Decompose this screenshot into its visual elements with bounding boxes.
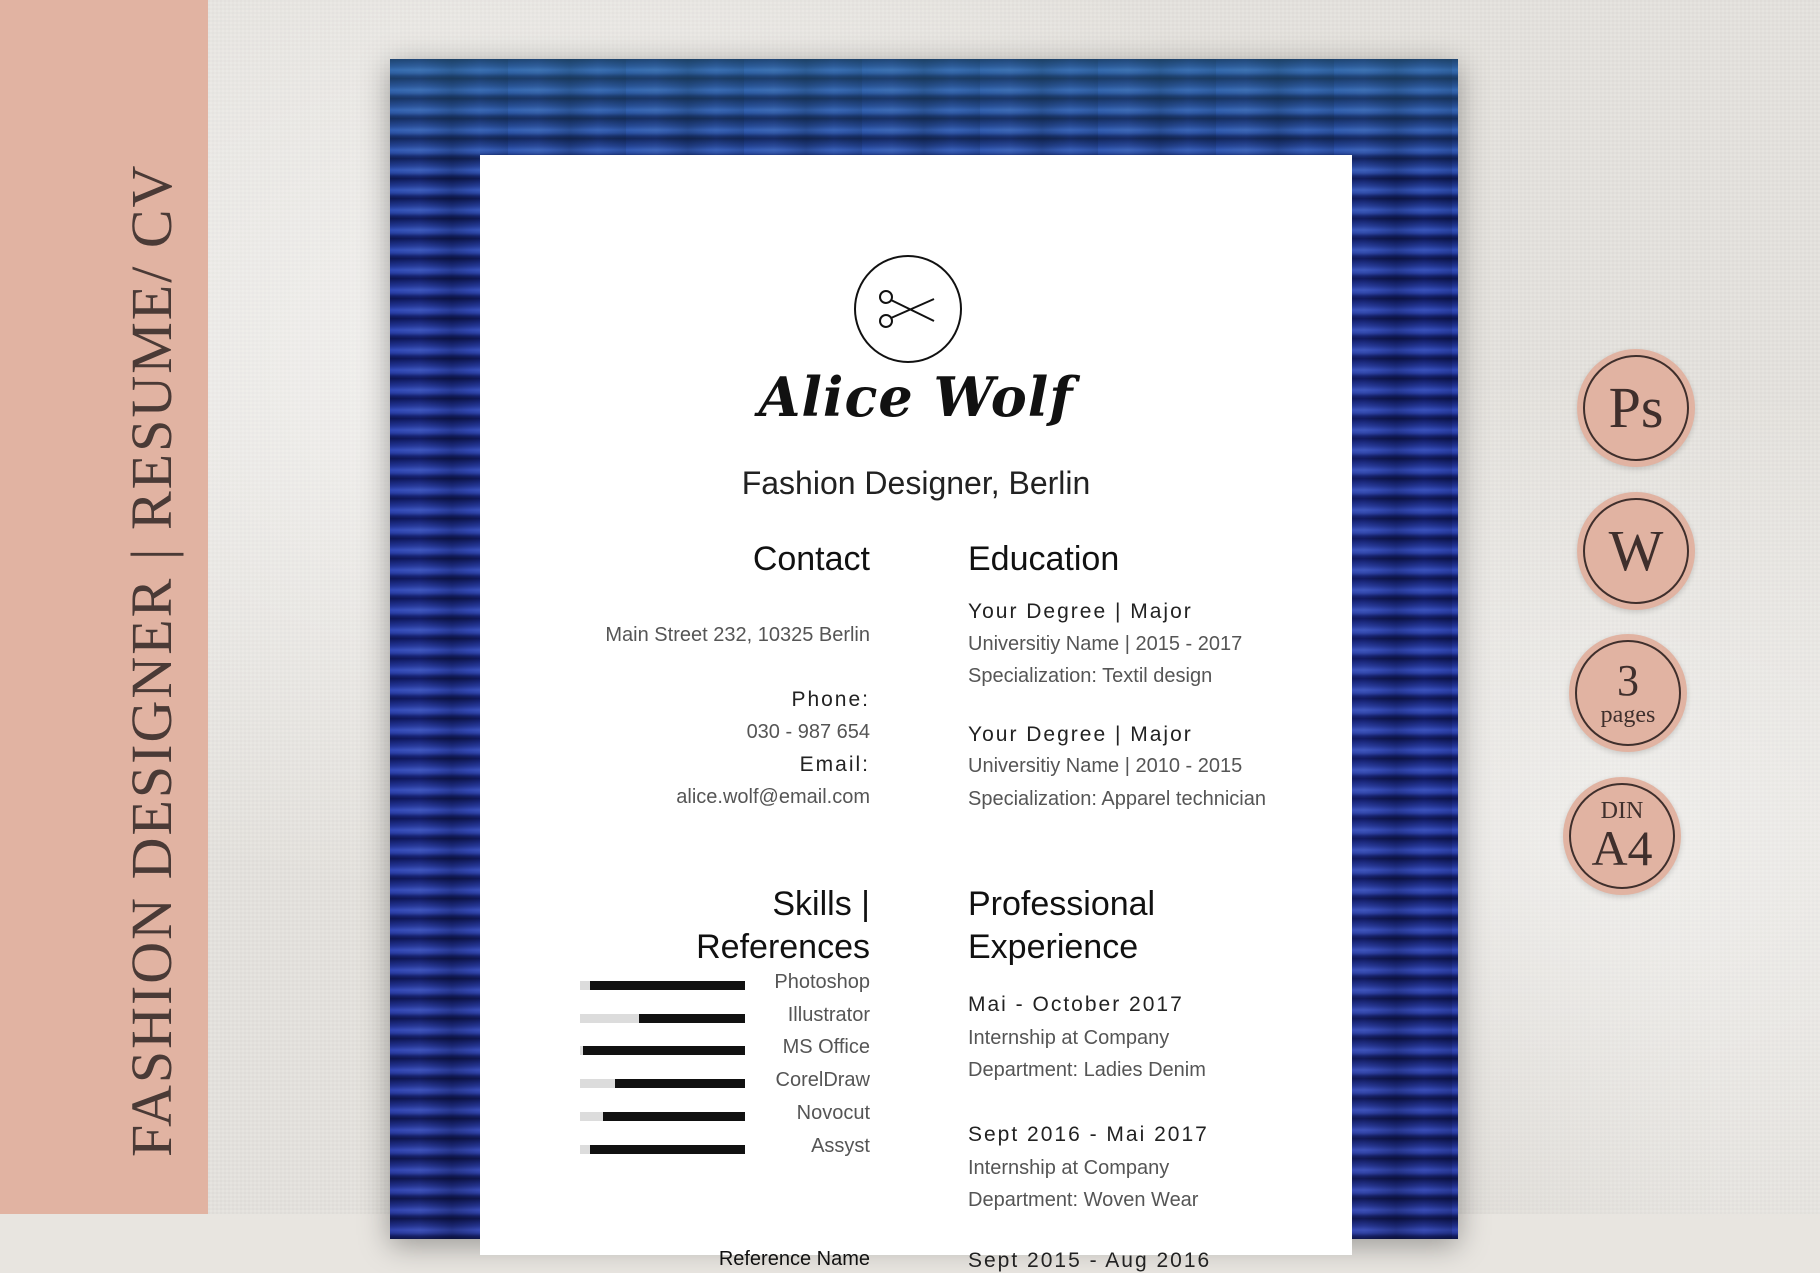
din-a4-badge <box>1563 777 1681 895</box>
skill-level-fill <box>583 1046 745 1055</box>
skill-level-bar <box>580 1046 745 1055</box>
experience-dept: Department: Woven Wear <box>968 1189 1199 1211</box>
skill-row <box>580 1137 870 1159</box>
reference-name: Reference Name <box>718 1248 870 1270</box>
email-label: Email: <box>799 753 870 776</box>
resume-sheet <box>390 59 1458 1272</box>
education-school: Universitiy Name | 2010 - 2015 <box>968 755 1243 777</box>
skill-name: CorelDraw <box>775 1069 870 1091</box>
candidate-name: Alice Wolf <box>758 365 1074 429</box>
skill-name: Photoshop <box>774 971 870 993</box>
skill-row <box>580 973 870 995</box>
skill-level-fill <box>590 1145 745 1154</box>
experience-role: Internship at Company <box>968 1157 1170 1179</box>
candidate-subtitle: Fashion Designer, Berlin <box>741 465 1091 501</box>
skill-name: MS Office <box>782 1036 870 1058</box>
skill-row <box>580 1006 870 1028</box>
education-degree: Your Degree | Major <box>968 723 1193 746</box>
experience-period: Sept 2016 - Mai 2017 <box>968 1123 1209 1146</box>
word-badge-label: W <box>1608 518 1664 583</box>
skill-name: Assyst <box>811 1135 870 1157</box>
photoshop-badge <box>1577 349 1695 467</box>
din-label: DIN <box>1600 798 1644 824</box>
left-banner <box>0 0 208 1214</box>
resume-paper <box>480 155 1352 1272</box>
education-spec: Specialization: Apparel technician <box>968 788 1266 810</box>
a4-label: A4 <box>1591 820 1653 876</box>
scissors-icon <box>878 287 938 333</box>
skill-level-bar <box>580 1079 745 1088</box>
experience-role: Internship at Company <box>968 1027 1170 1049</box>
skill-level-fill <box>615 1079 745 1088</box>
experience-heading-line2: Experience <box>968 928 1139 966</box>
vertical-title: FASHION DESIGNER | RESUME/ CV <box>119 163 184 1157</box>
skills-heading-line1: Skills | <box>772 885 870 923</box>
education-school: Universitiy Name | 2015 - 2017 <box>968 633 1243 655</box>
skill-level-bar <box>580 981 745 990</box>
education-heading: Education <box>968 540 1120 578</box>
pages-badge <box>1569 634 1687 752</box>
skill-name: Illustrator <box>787 1004 870 1026</box>
experience-dept: Department: Ladies Denim <box>968 1059 1206 1081</box>
education-spec: Specialization: Textil design <box>968 665 1213 687</box>
skill-row <box>580 1071 870 1093</box>
skill-level-fill <box>590 981 745 990</box>
experience-period: Mai - October 2017 <box>968 993 1184 1016</box>
pages-label: pages <box>1600 702 1656 728</box>
phone-value: 030 - 987 654 <box>746 721 870 743</box>
skill-level-fill <box>639 1014 745 1023</box>
experience-heading-line1: Professional <box>968 885 1156 923</box>
experience-period: Sept 2015 - Aug 2016 <box>968 1249 1212 1272</box>
logo <box>854 255 962 363</box>
phone-label: Phone: <box>791 688 870 711</box>
contact-address: Main Street 232, 10325 Berlin <box>605 624 870 646</box>
skills-heading-line2: References <box>696 928 870 966</box>
contact-heading: Contact <box>752 540 870 578</box>
skill-level-bar <box>580 1014 745 1023</box>
skill-row <box>580 1104 870 1126</box>
word-badge <box>1577 492 1695 610</box>
skill-row <box>580 1038 870 1060</box>
skill-level-bar <box>580 1145 745 1154</box>
email-value: alice.wolf@email.com <box>676 786 870 808</box>
education-degree: Your Degree | Major <box>968 600 1193 623</box>
skill-level-fill <box>603 1112 745 1121</box>
skill-level-bar <box>580 1112 745 1121</box>
skill-name: Novocut <box>796 1102 870 1124</box>
pages-count: 3 <box>1617 656 1639 705</box>
photoshop-badge-label: Ps <box>1608 375 1664 440</box>
